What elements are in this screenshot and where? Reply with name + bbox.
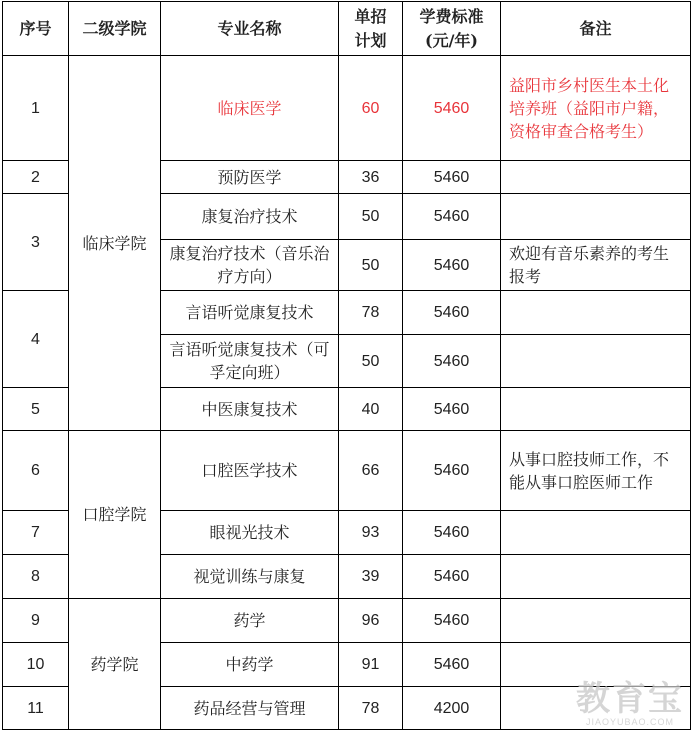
row-major: 眼视光技术 <box>161 511 339 555</box>
row-fee: 5460 <box>403 511 501 555</box>
row-fee: 5460 <box>403 291 501 335</box>
row-major: 预防医学 <box>161 161 339 194</box>
watermark-en: JIAOYUBAO.COM <box>585 717 674 727</box>
row-remark <box>501 555 691 599</box>
row-fee: 5460 <box>403 643 501 687</box>
row-plan: 91 <box>339 643 403 687</box>
row-seq: 11 <box>3 687 69 730</box>
row-major: 临床医学 <box>161 56 339 161</box>
row-plan: 39 <box>339 555 403 599</box>
college-clinical: 临床学院 <box>69 56 161 431</box>
row-seq: 5 <box>3 388 69 431</box>
row-remark: 从事口腔技师工作，不能从事口腔医师工作 <box>501 431 691 511</box>
row-remark <box>501 161 691 194</box>
row-fee: 5460 <box>403 161 501 194</box>
row-seq: 9 <box>3 599 69 643</box>
row-seq: 8 <box>3 555 69 599</box>
row-plan: 50 <box>339 194 403 240</box>
row-remark <box>501 599 691 643</box>
row-major: 言语听觉康复技术（可孚定向班） <box>161 335 339 388</box>
row-remark <box>501 511 691 555</box>
table-row <box>3 599 691 643</box>
row-plan: 96 <box>339 599 403 643</box>
header-remark: 备注 <box>501 2 691 56</box>
row-fee: 5460 <box>403 388 501 431</box>
watermark-cn: 教育宝 <box>576 679 684 719</box>
row-major: 视觉训练与康复 <box>161 555 339 599</box>
row-fee: 5460 <box>403 555 501 599</box>
row-seq: 1 <box>3 56 69 161</box>
row-major: 中药学 <box>161 643 339 687</box>
header-seq: 序号 <box>3 2 69 56</box>
enrollment-table <box>2 1 691 730</box>
row-plan: 40 <box>339 388 403 431</box>
college-oral: 口腔学院 <box>69 431 161 599</box>
header-major: 专业名称 <box>161 2 339 56</box>
row-plan: 60 <box>339 56 403 161</box>
row-remark <box>501 687 691 730</box>
table-row <box>3 431 691 511</box>
row-major: 药品经营与管理 <box>161 687 339 730</box>
row-remark <box>501 335 691 388</box>
header-college: 二级学院 <box>69 2 161 56</box>
row-seq: 2 <box>3 161 69 194</box>
header-fee <box>403 2 501 56</box>
row-remark: 欢迎有音乐素养的考生报考 <box>501 240 691 291</box>
row-fee: 5460 <box>403 431 501 511</box>
row-remark <box>501 194 691 240</box>
row-plan: 50 <box>339 240 403 291</box>
row-major: 中医康复技术 <box>161 388 339 431</box>
header-fee-text: 学费标准 (元/年) <box>419 6 484 50</box>
row-plan: 93 <box>339 511 403 555</box>
row-remark: 益阳市乡村医生本土化培养班（益阳市户籍，资格审查合格考生） <box>501 56 691 161</box>
row-seq: 6 <box>3 431 69 511</box>
row-fee: 4200 <box>403 687 501 730</box>
row-plan: 66 <box>339 431 403 511</box>
row-major: 康复治疗技术 <box>161 194 339 240</box>
college-pharmacy: 药学院 <box>69 599 161 730</box>
row-fee: 5460 <box>403 240 501 291</box>
table-row <box>3 56 691 161</box>
row-plan: 78 <box>339 687 403 730</box>
row-seq: 10 <box>3 643 69 687</box>
row-plan: 78 <box>339 291 403 335</box>
row-fee: 5460 <box>403 194 501 240</box>
row-major: 口腔医学技术 <box>161 431 339 511</box>
row-major: 言语听觉康复技术 <box>161 291 339 335</box>
row-fee: 5460 <box>403 599 501 643</box>
row-remark <box>501 291 691 335</box>
row-major: 康复治疗技术（音乐治疗方向） <box>161 240 339 291</box>
header-plan: 单招 计划 <box>339 2 403 56</box>
row-plan: 50 <box>339 335 403 388</box>
row-remark <box>501 388 691 431</box>
table-header-row <box>3 2 691 56</box>
row-fee: 5460 <box>403 335 501 388</box>
row-seq: 3 <box>3 194 69 291</box>
row-seq: 7 <box>3 511 69 555</box>
row-seq: 4 <box>3 291 69 388</box>
row-plan: 36 <box>339 161 403 194</box>
row-remark <box>501 643 691 687</box>
row-major: 药学 <box>161 599 339 643</box>
row-fee: 5460 <box>403 56 501 161</box>
